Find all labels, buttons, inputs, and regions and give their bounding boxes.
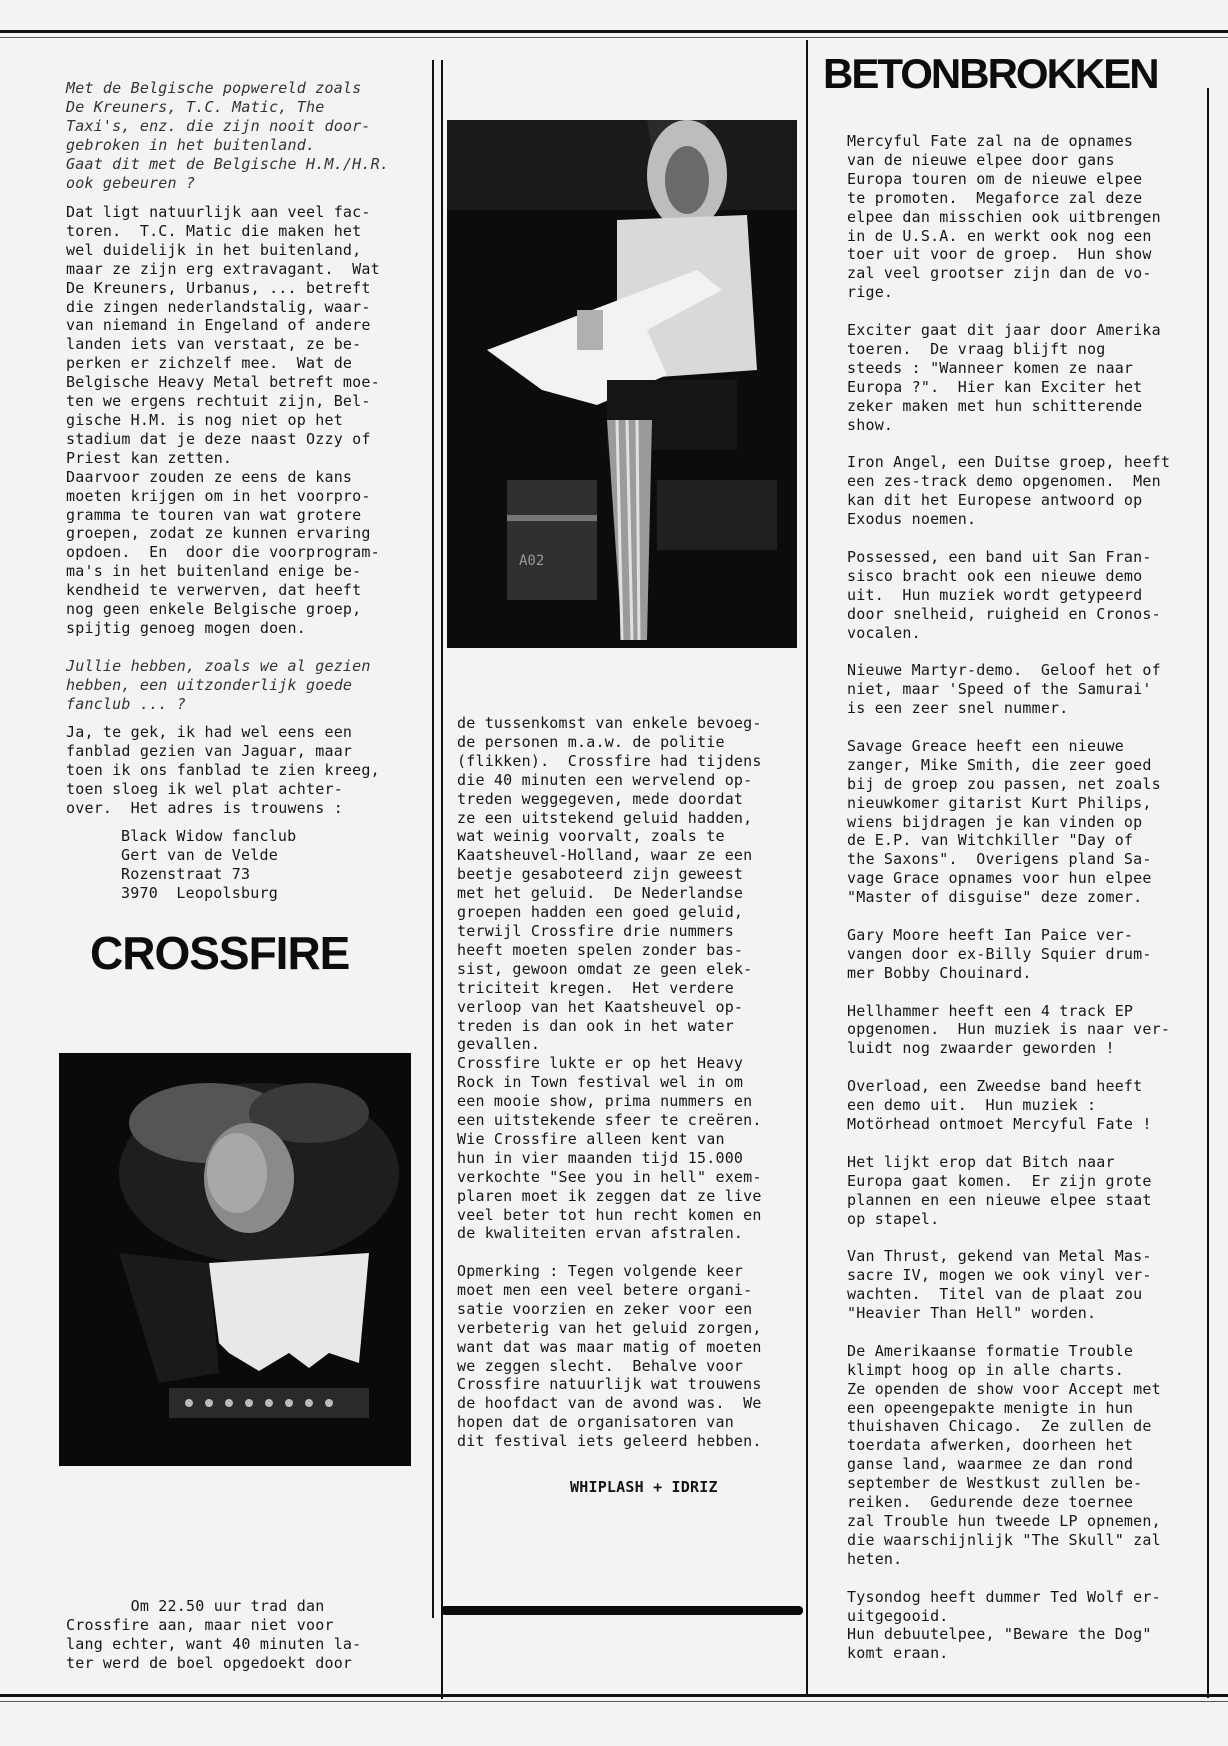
text-line: Exciter gaat dit jaar door Amerika <box>847 321 1161 340</box>
news-item <box>847 1077 1170 1134</box>
text-line: hebben, een uitzonderlijk goede <box>66 675 353 694</box>
text-line: opgenomen. Hun muziek is naar ver- <box>847 1020 1171 1039</box>
text-line: Wie Crossfire alleen kent van <box>457 1129 725 1148</box>
text-line: Europa touren om de nieuwe elpee <box>847 169 1143 188</box>
text-line: Tysondog heeft dummer Ted Wolf er- <box>847 1587 1161 1606</box>
text-line: zanger, Mike Smith, die zeer goed <box>847 755 1152 774</box>
text-line: wiens bijdragen je kan vinden op <box>847 812 1143 831</box>
text-line: een opeengepakte menigte in hun <box>847 1398 1134 1417</box>
text-line: reiken. Gedurende deze toernee <box>847 1493 1134 1512</box>
text-line: Het lijkt erop dat Bitch naar <box>847 1152 1115 1171</box>
news-item <box>847 548 1170 643</box>
text-line: gische H.M. is nog niet op het <box>66 410 343 429</box>
text-line: De Kreuners, T.C. Matic, The <box>66 97 325 116</box>
text-line: toer uit voor de groep. Hun show <box>847 245 1152 264</box>
text-line: uitgegooid. <box>847 1606 949 1625</box>
text-line: De Kreuners, Urbanus, ... betreft <box>66 278 371 297</box>
text-line: zal Trouble hun tweede LP opnemen, <box>847 1511 1161 1530</box>
text-line: een zes-track demo opgenomen. Men <box>847 472 1161 491</box>
text-line: de E.P. van Witchkiller "Day of <box>847 831 1134 850</box>
text-line: perken er zichzelf mee. Wat de <box>66 354 353 373</box>
text-line: beetje gesaboteerd zijn geweest <box>457 865 744 884</box>
crossfire-heading: CROSSFIRE <box>90 927 350 979</box>
text-line: ook gebeuren ? <box>66 173 196 192</box>
column-divider-1 <box>432 60 434 1618</box>
text-line: is een zeer snel nummer. <box>847 699 1069 718</box>
text-line: niet, maar 'Speed of the Samurai' <box>847 680 1152 699</box>
text-line: dit festival iets geleerd hebben. <box>457 1432 762 1451</box>
text-line: mer Bobby Chouinard. <box>847 963 1032 982</box>
text-line: toen sloeg ik wel plat achter- <box>66 779 343 798</box>
interview-answer-1 <box>66 203 380 638</box>
text-line: ma's in het buitenland enige be- <box>66 562 362 581</box>
text-line: Om 22.50 uur trad dan <box>66 1597 325 1615</box>
article-signature: WHIPLASH + IDRIZ <box>570 1478 718 1496</box>
text-line: Crossfire natuurlijk wat trouwens <box>457 1375 762 1394</box>
text-line: Nieuwe Martyr-demo. Geloof het of <box>847 661 1161 680</box>
text-line: kendheid te verwerven, dat heeft <box>66 581 362 600</box>
text-line: veel beter tot hun recht komen en <box>457 1205 762 1224</box>
text-line: landen iets van verstaat, ze be- <box>66 335 362 354</box>
text-line: toerdata afwerken, doorheen het <box>847 1436 1134 1455</box>
text-line: maar ze zijn erg extravagant. Wat <box>66 259 380 278</box>
text-line: Daarvoor zouden ze eens de kans <box>66 467 353 486</box>
text-line: een uitstekende sfeer te creëren. <box>457 1111 762 1130</box>
text-line: van de nieuwe elpee door gans <box>847 150 1115 169</box>
page-top-rule-thin <box>0 37 1228 38</box>
text-line: Jullie hebben, zoals we al gezien <box>66 657 371 675</box>
text-line: een demo uit. Hun muziek : <box>847 1096 1097 1115</box>
text-line: vangen door ex-Billy Squier drum- <box>847 944 1152 963</box>
news-item <box>847 453 1170 529</box>
text-line: Possessed, een band uit San Fran- <box>847 547 1152 566</box>
text-line: show. <box>847 415 894 434</box>
text-line: Taxi's, enz. die zijn nooit door- <box>66 116 371 135</box>
text-line: die waarschijnlijk "The Skull" zal <box>847 1530 1161 1549</box>
text-line: door snelheid, ruigheid en Cronos- <box>847 604 1161 623</box>
text-line: thuishaven Chicago. Ze zullen de <box>847 1417 1152 1436</box>
text-line: hopen dat de organisatoren van <box>457 1413 734 1432</box>
news-items <box>847 132 1170 1682</box>
text-line: Priest kan zetten. <box>66 448 233 467</box>
text-line: toen ik ons fanblad te zien kreeg, <box>66 760 380 779</box>
text-line: plaren moet ik zeggen dat ze live <box>457 1186 762 1205</box>
text-line: toren. T.C. Matic die maken het <box>66 221 362 240</box>
news-item <box>847 1002 1170 1059</box>
text-line: die 40 minuten een wervelend op- <box>457 770 753 789</box>
text-line: spijtig genoeg mogen doen. <box>66 618 306 637</box>
text-line: rige. <box>847 283 894 302</box>
text-line: Exodus noemen. <box>847 510 977 529</box>
text-line: Motörhead ontmoet Mercyful Fate ! <box>847 1115 1152 1133</box>
text-line: sacre IV, mogen we ook vinyl ver- <box>847 1266 1152 1285</box>
text-line: Crossfire aan, maar niet voor <box>66 1615 334 1634</box>
text-line: ter werd de boel opgedoekt door <box>66 1653 353 1672</box>
text-line: (flikken). Crossfire had tijdens <box>457 751 762 770</box>
crossfire-singer-photo <box>59 1053 411 1466</box>
text-line: op stapel. <box>847 1209 940 1228</box>
text-line: satie voorzien en zeker voor een <box>457 1299 753 1318</box>
news-item <box>847 926 1170 983</box>
text-line: klimpt hoog op in alle charts. <box>847 1360 1124 1379</box>
text-line: Kaatsheuvel-Holland, waar ze een <box>457 846 753 865</box>
page-bottom-rule-thin <box>0 1701 1228 1702</box>
text-line: elpee dan misschien ook uitbrengen <box>847 207 1161 226</box>
text-line: gevallen. <box>457 1035 541 1054</box>
text-line: treden weggegeven, mede doordat <box>457 789 744 808</box>
text-line: toeren. De vraag blijft nog <box>847 339 1106 358</box>
text-line: gebroken in het buitenland. <box>66 135 316 154</box>
text-line: groepen hadden een goed geluid, <box>457 903 744 922</box>
text-line: Dat ligt natuurlijk aan veel fac- <box>66 203 371 221</box>
text-line: vocalen. <box>847 623 921 642</box>
crossfire-article-start <box>66 1597 361 1673</box>
news-item <box>847 661 1170 718</box>
text-line: Belgische Heavy Metal betreft moe- <box>66 373 380 392</box>
text-line: gramma te touren van wat grotere <box>66 505 362 524</box>
text-line: "Master of disguise" deze zomer. <box>847 888 1143 907</box>
text-line: zal veel grootser zijn dan de vo- <box>847 264 1152 283</box>
text-line: the Saxons". Overigens pland Sa- <box>847 850 1152 869</box>
text-line: steeds : "Wanneer komen ze naar <box>847 358 1134 377</box>
text-line: groepen, zodat ze kunnen ervaring <box>66 524 371 543</box>
text-line: plannen en een nieuwe elpee staat <box>847 1190 1152 1209</box>
text-line: de kwaliteiten ervan afstralen. <box>457 1224 744 1243</box>
text-line: opdoen. En door die voorprogram- <box>66 543 380 562</box>
text-line: verkochte "See you in hell" exem- <box>457 1167 762 1186</box>
text-line: Mercyful Fate zal na de opnames <box>847 132 1134 150</box>
text-line: over. Het adres is trouwens : <box>66 798 343 817</box>
text-line: De Amerikaanse formatie Trouble <box>847 1341 1134 1360</box>
text-line: Hun debuutelpee, "Beware the Dog" <box>847 1625 1152 1644</box>
text-line: Rozenstraat 73 <box>121 864 251 883</box>
column-divider-3 <box>806 40 808 1695</box>
text-line: luidt nog zwaarder geworden ! <box>847 1039 1115 1058</box>
page-bottom-rule <box>0 1694 1228 1697</box>
text-line: nog geen enkele Belgische groep, <box>66 600 362 619</box>
text-line: treden is dan ook in het water <box>457 1016 734 1035</box>
news-item <box>847 1247 1170 1323</box>
column-divider-2 <box>441 60 443 1699</box>
text-line: sisco bracht ook een nieuwe demo <box>847 566 1143 585</box>
interview-question-2 <box>66 657 371 714</box>
news-item <box>847 132 1170 302</box>
text-line: terwijl Crossfire drie nummers <box>457 921 734 940</box>
interview-question-1 <box>66 79 389 192</box>
text-line: Iron Angel, een Duitse groep, heeft <box>847 453 1171 472</box>
text-line: stadium dat je deze naast Ozzy of <box>66 429 371 448</box>
text-line: komt eraan. <box>847 1644 949 1663</box>
text-line: Europa gaat komen. Er zijn grote <box>847 1171 1152 1190</box>
text-line: met het geluid. De Nederlandse <box>457 884 744 903</box>
text-line: fanblad gezien van Jaguar, maar <box>66 741 353 760</box>
text-line: triciteit kregen. Het verdere <box>457 978 734 997</box>
text-line: vage Grace opnames voor hun elpee <box>847 869 1152 888</box>
text-line: Van Thrust, gekend van Metal Mas- <box>847 1247 1152 1266</box>
text-line: ten we ergens rechtuit zijn, Bel- <box>66 392 371 411</box>
text-line: "Heavier Than Hell" worden. <box>847 1304 1097 1323</box>
text-line: verloop van het Kaatsheuvel op- <box>457 997 744 1016</box>
text-line: nieuwkomer gitarist Kurt Philips, <box>847 793 1152 812</box>
column-end-bar <box>441 1606 803 1615</box>
svg-text:A02: A02 <box>519 553 545 569</box>
text-line: die zingen nederlandstalig, waar- <box>66 297 371 316</box>
text-line: ganse land, waarmee ze dan rond <box>847 1455 1134 1474</box>
text-line: de tussenkomst van enkele bevoeg- <box>457 714 762 732</box>
text-line: heeft moeten spelen zonder bas- <box>457 940 744 959</box>
text-line: wat weinig voorvalt, zoals te <box>457 827 725 846</box>
text-line: uit. Hun muziek wordt getypeerd <box>847 585 1143 604</box>
text-line: sist, gewoon omdat ze geen elek- <box>457 959 753 978</box>
fanclub-address <box>121 827 296 903</box>
text-line: ze een uitstekend geluid hadden, <box>457 808 753 827</box>
text-line: Overload, een Zweedse band heeft <box>847 1077 1143 1096</box>
text-line: lang echter, want 40 minuten la- <box>66 1634 362 1653</box>
text-line: een mooie show, prima nummers en <box>457 1092 753 1111</box>
text-line: wel duidelijk in het buitenland, <box>66 240 362 259</box>
text-line: Gary Moore heeft Ian Paice ver- <box>847 925 1134 944</box>
news-item <box>847 1588 1170 1664</box>
text-line: te promoten. Megaforce zal deze <box>847 188 1143 207</box>
guitarist-photo <box>447 120 797 648</box>
text-line: kan dit het Europese antwoord op <box>847 491 1143 510</box>
text-line: hun in vier maanden tijd 15.000 <box>457 1148 744 1167</box>
text-line: Europa ?". Hier kan Exciter het <box>847 377 1143 396</box>
betonbrokken-heading: BETONBROKKEN <box>823 50 1158 97</box>
news-item <box>847 737 1170 907</box>
text-line: we zeggen slecht. Behalve voor <box>457 1356 744 1375</box>
text-line: Met de Belgische popwereld zoals <box>66 79 362 97</box>
text-line: bij de groep zou passen, net zoals <box>847 774 1161 793</box>
text-line: moeten krijgen om in het voorpro- <box>66 486 371 505</box>
interview-answer-2 <box>66 723 380 818</box>
text-line: 3970 Leopolsburg <box>121 883 278 902</box>
news-item <box>847 1342 1170 1569</box>
text-line: van niemand in Engeland of andere <box>66 316 371 335</box>
text-line: in de U.S.A. en werkt ook nog een <box>847 226 1152 245</box>
text-line: Black Widow fanclub <box>121 827 297 845</box>
text-line: Gert van de Velde <box>121 845 278 864</box>
news-item <box>847 1153 1170 1229</box>
text-line: fanclub ... ? <box>66 694 186 713</box>
text-line: de personen m.a.w. de politie <box>457 732 725 751</box>
text-line: september de Westkust zullen be- <box>847 1474 1143 1493</box>
news-item <box>847 321 1170 434</box>
crossfire-article-continued <box>457 714 762 1243</box>
text-line: wachten. Titel van de plaat zou <box>847 1285 1143 1304</box>
text-line: de hoofdact van de avond was. We <box>457 1394 762 1413</box>
text-line: Hellhammer heeft een 4 track EP <box>847 1001 1134 1020</box>
text-line: Ja, te gek, ik had wel eens een <box>66 723 353 741</box>
text-line: Opmerking : Tegen volgende keer <box>457 1262 744 1280</box>
text-line: Savage Greace heeft een nieuwe <box>847 736 1124 755</box>
column-divider-4 <box>1207 88 1209 1698</box>
page-top-rule <box>0 30 1228 33</box>
text-line: zeker maken met hun schitterende <box>847 396 1143 415</box>
text-line: Crossfire lukte er op het Heavy <box>457 1054 744 1073</box>
text-line: moet men een veel betere organi- <box>457 1280 753 1299</box>
text-line: Rock in Town festival wel in om <box>457 1073 744 1092</box>
text-line: verbeterig van het geluid zorgen, <box>457 1318 762 1337</box>
text-line: want dat was maar matig of moeten <box>457 1337 762 1356</box>
text-line: Gaat dit met de Belgische H.M./H.R. <box>66 154 390 173</box>
text-line: Ze openden de show voor Accept met <box>847 1379 1161 1398</box>
crossfire-article-remark <box>457 1262 762 1451</box>
text-line: heten. <box>847 1549 903 1568</box>
